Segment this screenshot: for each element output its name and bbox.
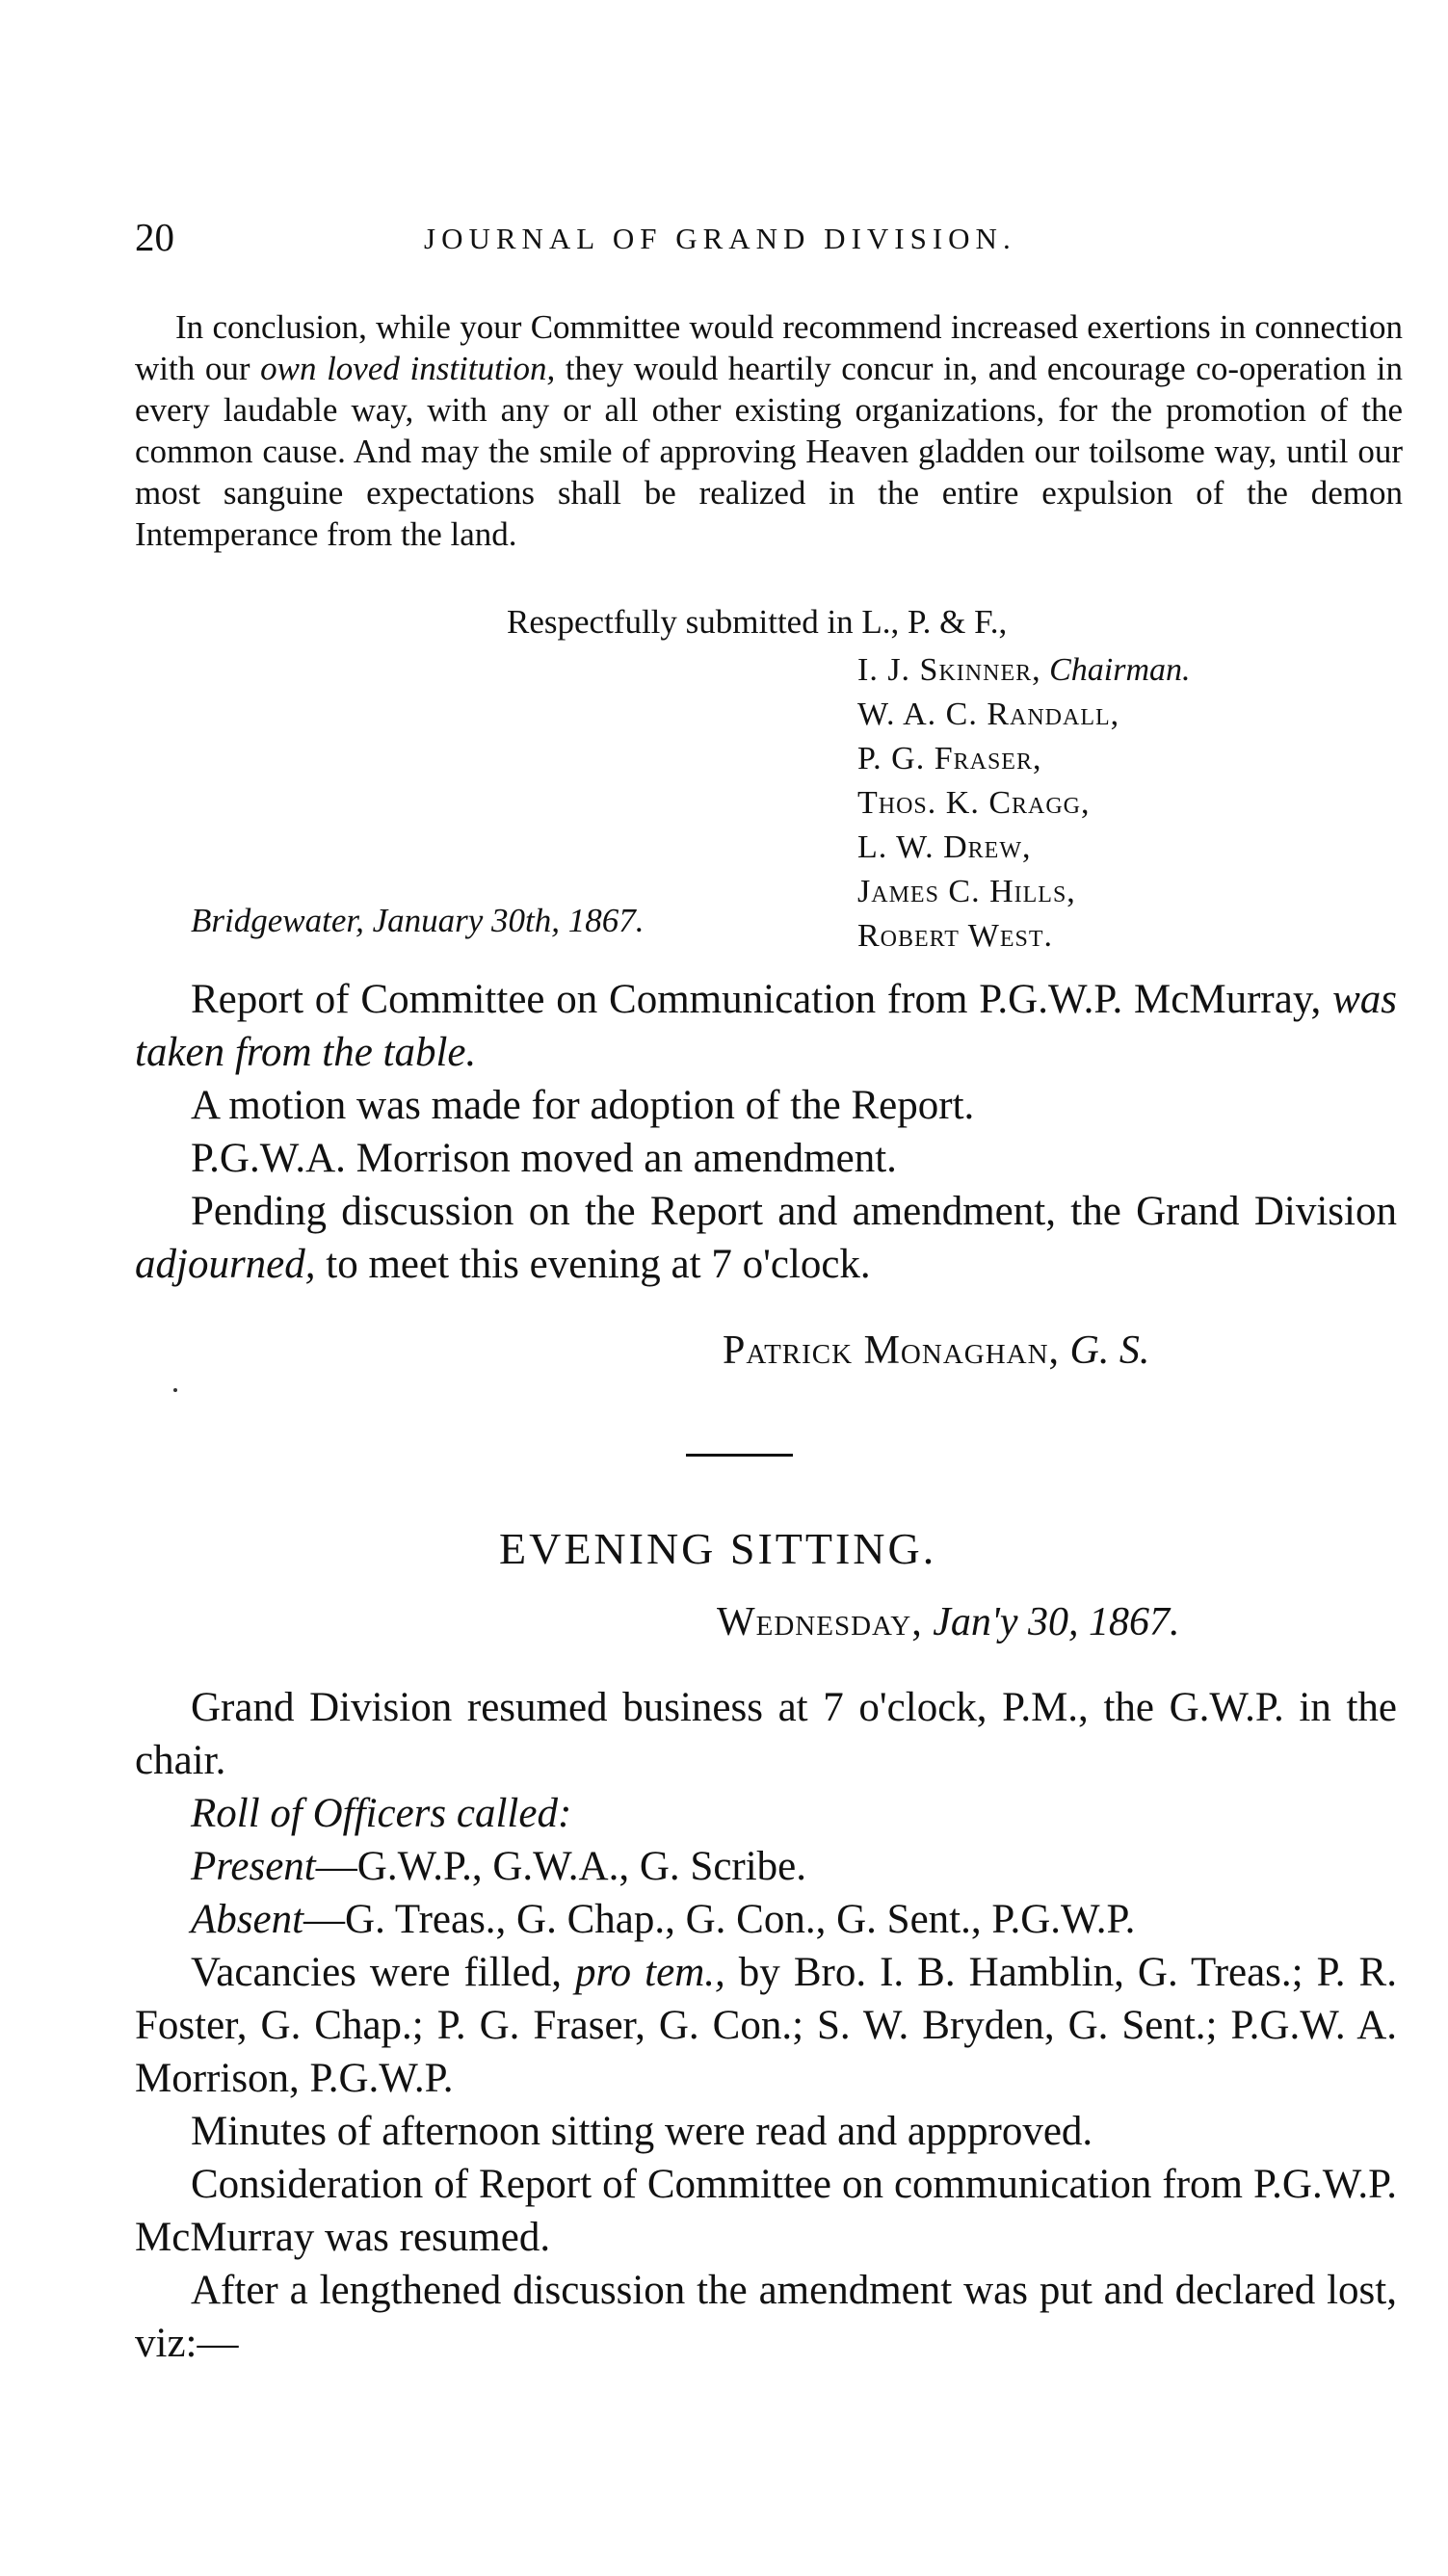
- signer: P. G. Fraser,: [857, 741, 1042, 776]
- section-heading: EVENING SITTING.: [499, 1524, 937, 1573]
- present-line: Present—G.W.P., G.W.A., G. Scribe.: [191, 1844, 807, 1889]
- submitted-line: Respectfully submitted in L., P. & F.,: [507, 603, 1008, 641]
- minutes-paragraph: After a lengthened discussion the amendment was put and declared lost, viz:—: [135, 2268, 1397, 2366]
- minutes-paragraph: Report of Committee on Communication from P.G.W.P. McMurray, was taken from the table.: [135, 977, 1397, 1075]
- signer: Thos. K. Cragg,: [857, 785, 1091, 821]
- signer: I. J. Skinner, Chairman.: [857, 652, 1191, 688]
- signer: W. A. C. Randall,: [857, 697, 1120, 732]
- signer-list: [857, 648, 1191, 959]
- evening-minutes: [135, 1681, 1397, 2370]
- place-date: Bridgewater, January 30th, 1867.: [191, 902, 645, 939]
- running-header: [135, 214, 1397, 272]
- absent-line: Absent—G. Treas., G. Chap., G. Con., G. Sent., P.G.W.P.: [191, 1897, 1136, 1942]
- scribe-signature: Patrick Monaghan, G. S.: [723, 1328, 1150, 1373]
- signer: James C. Hills,: [857, 874, 1076, 909]
- minutes-paragraph: Pending discussion on the Report and amendment, the Grand Division adjourned, to meet this evening at 7 o'clock.: [135, 1189, 1397, 1287]
- page-number: 20: [135, 215, 174, 259]
- minutes-paragraph: A motion was made for adoption of the Report.: [191, 1083, 975, 1128]
- print-speck: [173, 1388, 177, 1392]
- minutes-paragraph: Minutes of afternoon sitting were read and appproved.: [191, 2109, 1093, 2154]
- sitting-date: Wednesday, Jan'y 30, 1867.: [717, 1600, 1180, 1644]
- minutes-paragraph: Consideration of Report of Committee on communication from P.G.W.P. McMurray was resumed.: [135, 2162, 1397, 2260]
- minutes-block: [135, 973, 1397, 1291]
- minutes-paragraph: Roll of Officers called:: [191, 1791, 572, 1836]
- italic-phrase: own loved institution,: [260, 350, 556, 387]
- section-divider: [686, 1454, 793, 1457]
- running-title: JOURNAL OF GRAND DIVISION.: [424, 222, 1016, 255]
- minutes-paragraph: P.G.W.A. Morrison moved an amendment.: [191, 1136, 897, 1181]
- minutes-paragraph: Grand Division resumed business at 7 o'clock, P.M., the G.W.P. in the chair.: [135, 1685, 1397, 1783]
- signer: L. W. Drew,: [857, 829, 1032, 865]
- committee-report-paragraph: In conclusion, while your Committee would recommend increased exertions in connection with our own loved institution, they would heartily concur in, and encourage co-operation in every laudable way, with any or all other existing organizations, for the promotion of the common cause. And may the smile of approving Heaven gladden our toilsome way, until our most sanguine expectations shall be realized in the entire expulsion of the demon Intemperance from the land.: [135, 308, 1403, 553]
- signer: Robert West.: [857, 918, 1054, 954]
- minutes-paragraph: Vacancies were filled, pro tem., by Bro. I. B. Hamblin, G. Treas.; P. R. Foster, G. Chap.; P. G. Fraser, G. Con.; S. W. Bryden, G. Sent.; P.G.W. A. Morrison, P.G.W.P.: [135, 1950, 1397, 2101]
